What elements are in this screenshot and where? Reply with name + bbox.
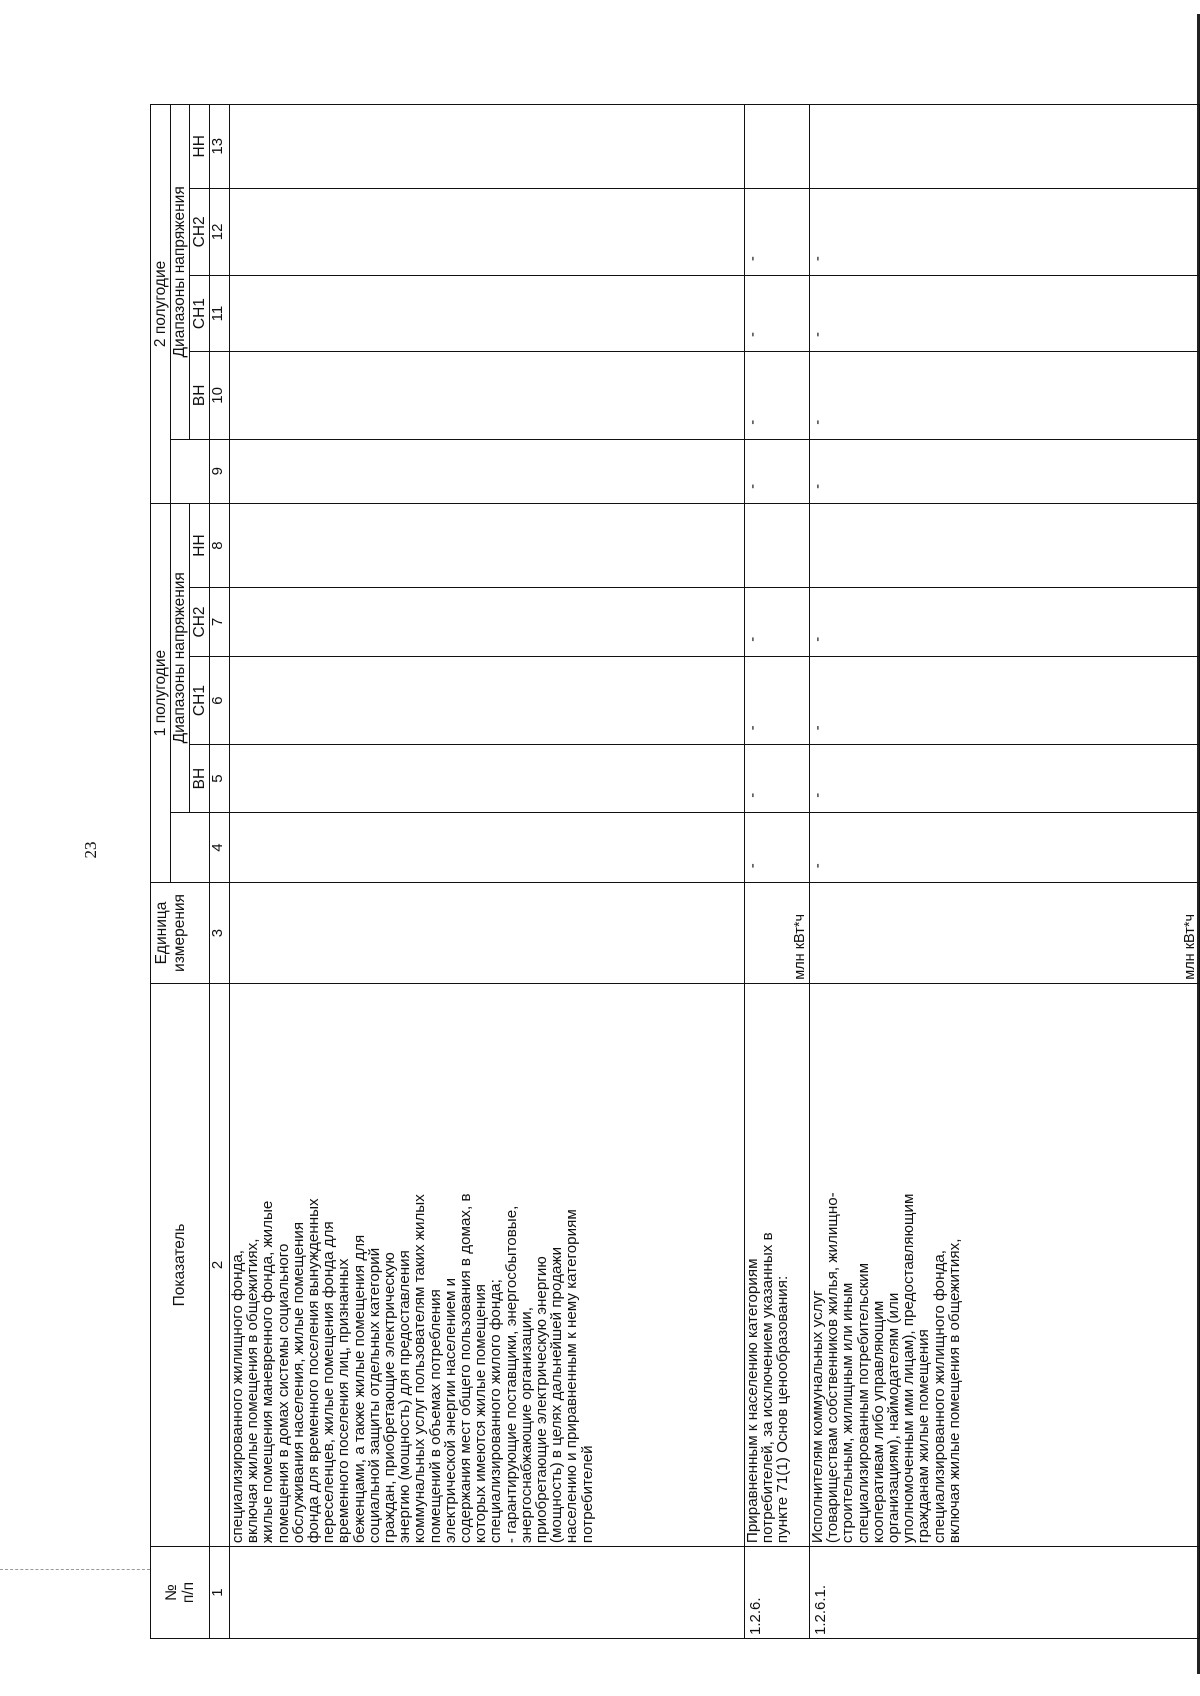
header-indicator: Показатель bbox=[151, 983, 210, 1546]
row-indicator-text bbox=[230, 983, 745, 1546]
indicator-line: включая жилые помещения в общежитиях, bbox=[244, 1238, 262, 1544]
table-row bbox=[745, 105, 810, 1639]
header-voltage-2: Диапазоны напряжения bbox=[171, 105, 190, 440]
header-half-2: 2 полугодие bbox=[151, 105, 171, 504]
value-cell bbox=[745, 105, 810, 189]
value-cell bbox=[230, 352, 745, 440]
header-voltage-1: Диапазоны напряжения bbox=[171, 503, 190, 812]
header-row-1 bbox=[151, 105, 171, 1639]
indicator-line: уполномоченным ими лицам), предоставляющим bbox=[900, 1193, 918, 1544]
empty-value-marker: - bbox=[745, 188, 810, 276]
empty-value-marker: - bbox=[810, 745, 1200, 812]
row-number: 1.2.6.1. bbox=[810, 1547, 1200, 1639]
col-num-8: 8 bbox=[210, 503, 230, 587]
indicator-line: помещения в домах системы социального bbox=[274, 1243, 292, 1544]
empty-value-marker: - bbox=[810, 188, 1200, 276]
indicator-line: специализированного жилищного фонда, bbox=[930, 1250, 948, 1544]
row-unit bbox=[230, 883, 745, 983]
indicator-line: граждан, приобретающие электрическую bbox=[381, 1252, 399, 1544]
header-spacer-1 bbox=[171, 812, 210, 883]
value-cell bbox=[230, 439, 745, 503]
header-bh-2: ВН bbox=[190, 352, 210, 440]
empty-value-marker: - bbox=[745, 588, 810, 656]
row-indicator-text bbox=[745, 983, 810, 1546]
indicator-line: - гарантирующие поставщики, энергосбытовые, bbox=[502, 1205, 520, 1544]
header-half-1: 1 полугодие bbox=[151, 503, 171, 882]
indicator-line: обслуживания населения, жилые помещения bbox=[289, 1221, 307, 1544]
indicator-line: (мощность) в целях дальнейшей продажи bbox=[548, 1246, 566, 1544]
indicator-line: приобретающие электрическую энергию bbox=[533, 1256, 551, 1544]
header-spacer-2 bbox=[171, 439, 210, 503]
col-num-12: 12 bbox=[210, 188, 230, 276]
header-unit: Единица измерения bbox=[151, 883, 210, 983]
empty-value-marker: - bbox=[745, 439, 810, 503]
indicator-line: включая жилые помещения в общежитиях, bbox=[945, 1238, 963, 1544]
header-hh-2: НН bbox=[190, 105, 210, 189]
header-ch2-1: СН2 bbox=[190, 588, 210, 656]
row-unit: млн кВт*ч bbox=[810, 883, 1200, 983]
empty-value-marker: - bbox=[810, 439, 1200, 503]
empty-value-marker: - bbox=[745, 812, 810, 883]
rotated-table-container bbox=[150, 104, 1200, 1639]
value-cell bbox=[230, 105, 745, 189]
col-num-10: 10 bbox=[210, 352, 230, 440]
header-ch1-2: СН1 bbox=[190, 276, 210, 352]
header-bh-1: ВН bbox=[190, 745, 210, 812]
empty-value-marker: - bbox=[745, 352, 810, 440]
value-cell bbox=[230, 503, 745, 587]
value-cell bbox=[230, 276, 745, 352]
col-num-4: 4 bbox=[210, 812, 230, 883]
row-indicator-text bbox=[810, 983, 1200, 1546]
indicator-line: населению и приравненным к нему категориям bbox=[563, 1209, 581, 1544]
header-ch2-2: СН2 bbox=[190, 188, 210, 276]
value-cell bbox=[230, 656, 745, 745]
page-number: 23 bbox=[81, 841, 100, 859]
indicator-line: специализированным потребительским bbox=[854, 1262, 872, 1544]
col-num-3: 3 bbox=[210, 883, 230, 983]
value-cell bbox=[810, 503, 1200, 587]
empty-value-marker: - bbox=[810, 276, 1200, 352]
indicator-line: коммунальных услуг пользователям таких жилых bbox=[411, 1194, 429, 1544]
indicator-line: социальной защиты отдельных категорий bbox=[365, 1247, 383, 1544]
value-cell bbox=[230, 588, 745, 656]
value-cell bbox=[810, 105, 1200, 189]
table-row bbox=[230, 105, 745, 1639]
indicator-line: потребителей bbox=[578, 1445, 596, 1544]
table-row bbox=[810, 105, 1200, 1639]
indicator-line: строительным, жилищным или иным bbox=[839, 1282, 857, 1544]
indicator-line: специализированного жилого фонда; bbox=[487, 1279, 505, 1544]
column-numbers-row bbox=[210, 105, 230, 1639]
empty-value-marker: - bbox=[745, 745, 810, 812]
indicator-line: Исполнителям коммунальных услуг bbox=[809, 1290, 826, 1544]
empty-value-marker: - bbox=[810, 588, 1200, 656]
col-num-6: 6 bbox=[210, 656, 230, 745]
col-num-7: 7 bbox=[210, 588, 230, 656]
indicator-line: энергоснабжающие организации, bbox=[517, 1307, 535, 1544]
empty-value-marker: - bbox=[745, 656, 810, 745]
scan-artifact-line bbox=[0, 1569, 150, 1571]
indicator-line: беженцами, а также жилые помещения для bbox=[350, 1234, 368, 1544]
indicator-line: помещений в объемах потребления bbox=[426, 1289, 444, 1544]
value-cell bbox=[230, 812, 745, 883]
header-ch1-1: СН1 bbox=[190, 656, 210, 745]
col-num-13: 13 bbox=[210, 105, 230, 189]
indicator-line: пункте 71(1) Основ ценообразования: bbox=[774, 1275, 792, 1544]
empty-value-marker: - bbox=[810, 656, 1200, 745]
empty-value-marker: - bbox=[810, 352, 1200, 440]
indicator-line: которых имеются жилые помещения bbox=[472, 1283, 490, 1544]
col-num-2: 2 bbox=[210, 983, 230, 1546]
col-num-9: 9 bbox=[210, 439, 230, 503]
empty-value-marker: - bbox=[745, 276, 810, 352]
indicator-line: Приравненным к населению категориям bbox=[744, 1258, 761, 1544]
row-unit: млн кВт*ч bbox=[745, 883, 810, 983]
indicator-line: гражданам жилые помещения bbox=[915, 1329, 933, 1544]
empty-value-marker: - bbox=[810, 812, 1200, 883]
indicator-line: организациям), наймодателям (или bbox=[885, 1292, 903, 1544]
value-cell bbox=[230, 745, 745, 812]
indicator-line: содержания мест общего пользования в домах, в bbox=[457, 1193, 475, 1544]
indicator-line: специализированного жилищного фонда, bbox=[229, 1250, 246, 1544]
indicator-line: кооперативам либо управляющим bbox=[869, 1300, 887, 1544]
indicator-line: жилые помещения маневренного фонда, жилые bbox=[259, 1200, 277, 1544]
col-num-5: 5 bbox=[210, 745, 230, 812]
value-cell bbox=[745, 503, 810, 587]
tariff-table bbox=[150, 104, 1200, 1639]
col-num-1: 1 bbox=[210, 1547, 230, 1639]
indicator-line: переселенцев, жилые помещения фонда для bbox=[320, 1221, 338, 1544]
col-num-11: 11 bbox=[210, 276, 230, 352]
row-number: 1.2.6. bbox=[745, 1547, 810, 1639]
indicator-line: фонда для временного поселения вынужденных bbox=[305, 1198, 323, 1544]
indicator-line: потребителей, за исключением указанных в bbox=[759, 1232, 777, 1544]
indicator-line: электрической энергии населением и bbox=[441, 1277, 459, 1544]
header-num: № п/п bbox=[151, 1547, 210, 1639]
indicator-line: энергию (мощность) для предоставления bbox=[396, 1250, 414, 1544]
row-number bbox=[230, 1547, 745, 1639]
value-cell bbox=[230, 188, 745, 276]
indicator-line: (товариществам собственников жилья, жилищно- bbox=[824, 1192, 842, 1544]
header-hh-1: НН bbox=[190, 503, 210, 587]
indicator-line: временного поселения лиц, признанных bbox=[335, 1258, 353, 1544]
